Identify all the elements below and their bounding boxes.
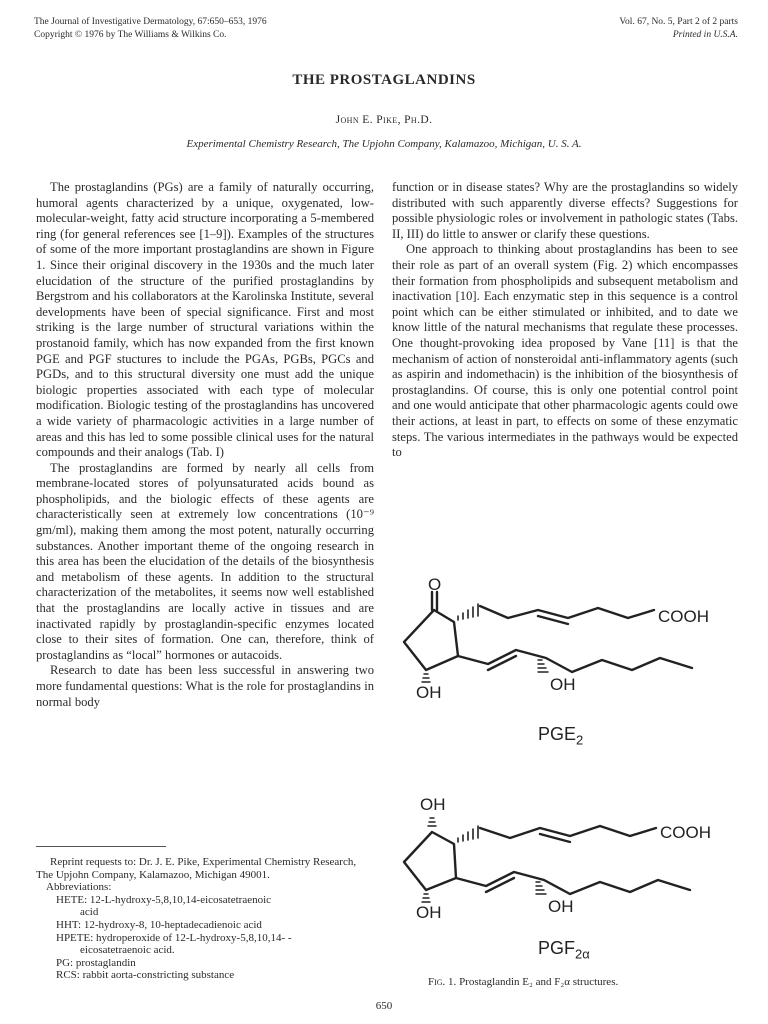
affiliation: Experimental Chemistry Research, The Upjohn Company, Kalamazoo, Michigan, U. S. A.	[186, 138, 582, 150]
paragraph: The prostaglandins (PGs) are a family of naturally occurring, humoral agents characterized by a unique, oxygenated, low-molecular-weight, fatty acid structure incorporating a 5-membered ring (for general references see [1–9]). Examples of the structures of some of the more important prostaglandins are shown in Figure 1. Since their original discovery in the 1930s and the much later elucidation of the structure of the purified prostaglandins by Bergstrom and his collaborators at the Karolinska Institute, several developments have been of special significance. First and most striking is the large number of structural variations within the prostanoid family, which has now expanded from the first known PGE and PGF stuctures to include the PGAs, PGBs, PGCs and PGDs, and to this structural diversity one must add the unique biologic properties associated with each type of molecular modification. Biologic testing of the prostaglandins has uncovered a wide variety of pharmacologic activities in a large number of areas and this has led to some possible clinical uses for the natural compounds and their analogs (Tab. I)	[36, 180, 374, 460]
paragraph: function or in disease states? Why are the prostaglandins so widely distributed with such apparently diverse effects? Suggestions for possible physiologic roles or involvement in pathologic states (Tabs. II, III) do little to answer or clarify these questions.	[392, 180, 738, 241]
printed-line: Printed in U.S.A.	[672, 30, 738, 40]
author: John E. Pike, Ph.D.	[335, 114, 433, 126]
pge2-ketone-label: O	[428, 575, 442, 594]
copyright-line: Copyright © 1976 by The Williams & Wilkins Co.	[34, 30, 227, 40]
abbreviation-rcs: RCS: rabbit aorta-constricting substance	[56, 969, 235, 982]
pgf2a-cooh-label: COOH	[660, 823, 711, 842]
paragraph: The prostaglandins are formed by nearly all cells from membrane-located stores of polyunsaturated acids bound as phospholipids, and the biologic effects of these agents are characteristically seen at extremely low concentrations (10⁻⁹ gm/ml), making them among the most potent, naturally occurring substances. Another important theme of the ongoing research in this area has been the elucidation of the details of the biosynthesis and metabolism of these agents. In addition to the structural characterization of the metabolites, it seems now well established that the prostaglandins are locally active in tissues and are inactivated rapidly by prostaglandin-specific enzymes located close to their sites of formation. One can, therefore, think of prostaglandins as “local” hormones or autacoids.	[36, 460, 374, 662]
paragraph: Research to date has been less successful in answering two more fundamental questions: What is the role for prostaglandins in normal body	[36, 663, 374, 709]
figure-caption-label: Fig. 1.	[428, 976, 457, 988]
pge2-alpha-chain	[480, 606, 654, 618]
pge2-c15-oh-label: OH	[550, 675, 576, 694]
abbreviation-hete-cont: acid	[80, 906, 99, 919]
right-column	[392, 180, 738, 461]
structures-drawing	[392, 560, 738, 980]
abbreviation-hpete: HPETE: hydroperoxide of 12-L-hydroxy-5,8,10,14- -	[56, 931, 292, 944]
volume-line: Vol. 67, No. 5, Part 2 of 2 parts	[619, 17, 738, 27]
journal-line: The Journal of Investigative Dermatology, 67:650–653, 1976	[34, 17, 267, 27]
figure-1	[392, 560, 738, 980]
abbreviation-hpete-cont: eicosatetraenoic acid.	[80, 944, 175, 957]
abbreviation-hht: HHT: 12-hydroxy-8, 10-heptadecadienoic acid	[56, 918, 262, 931]
abbreviation-pg: PG: prostaglandin	[56, 956, 136, 969]
pgf2a-alpha-hash	[458, 826, 478, 842]
reprint-request: Reprint requests to: Dr. J. E. Pike, Experimental Chemistry Research, The Upjohn Company, Kalamazoo, Michigan 49001.	[36, 856, 357, 881]
pge2-alpha-hash	[458, 604, 478, 620]
pgf2a-c15-hash	[536, 882, 546, 894]
journal-header	[34, 16, 267, 42]
pgf2a-c9-oh-label: OH	[420, 795, 446, 814]
volume-header	[619, 16, 738, 42]
figure-caption-text: Prostaglandin E₂ and F₂α structures.	[459, 976, 619, 988]
pge2-ring	[404, 610, 458, 670]
pge2-label: $PGE_2$	[538, 724, 584, 748]
page-number: 650	[375, 1000, 393, 1012]
figure-caption	[428, 976, 618, 988]
abbreviations-heading: Abbreviations:	[46, 881, 112, 894]
pgf2a-c11-oh-label: OH	[416, 903, 442, 922]
left-column	[36, 180, 374, 710]
pgf2a-c11-hash	[422, 894, 430, 902]
pge2-cooh-label: COOH	[658, 607, 709, 626]
footnote	[36, 856, 374, 982]
abbreviation-hete: HETE: 12-L-hydroxy-5,8,10,14-eicosatetraenoic	[56, 893, 272, 906]
pgf2a-ring	[404, 832, 456, 890]
pge2-c15-hash	[538, 660, 548, 672]
pgf2a-label: $PGF_{2\alpha}$	[538, 938, 590, 962]
article-title: THE PROSTAGLANDINS	[292, 72, 476, 88]
pgf2a-alpha-chain	[480, 826, 656, 838]
paragraph: One approach to thinking about prostaglandins has been to see their role as part of an overall system (Fig. 2) which encompasses their formation from phospholipids and subsequent metabolism and inactivation [10]. Each enzymatic step in this sequence is a control point which can be either stimulated or inhibited, and to date we know little of the natural mechanisms that regulate these processes. One thought-provoking idea proposed by Vane [11] is that the mechanism of action of nonsteroidal anti-inflammatory agents (such as aspirin and indomethacin) is the inhibition of the biosynthesis of prostaglandins. Of course, this is only one potential control point and one would anticipate that other pharmacologic agents could owe their actions, at least in part, to effects on some of these enzymatic steps. The various intermediates in the pathways would be expected to	[392, 242, 738, 460]
pge2-c11-oh-label: OH	[416, 683, 442, 702]
pgf2a-c9-hash	[428, 818, 436, 826]
pgf2a-c15-oh-label: OH	[548, 897, 574, 916]
footnote-divider	[36, 846, 166, 847]
pge2-c11-hash	[422, 674, 430, 682]
